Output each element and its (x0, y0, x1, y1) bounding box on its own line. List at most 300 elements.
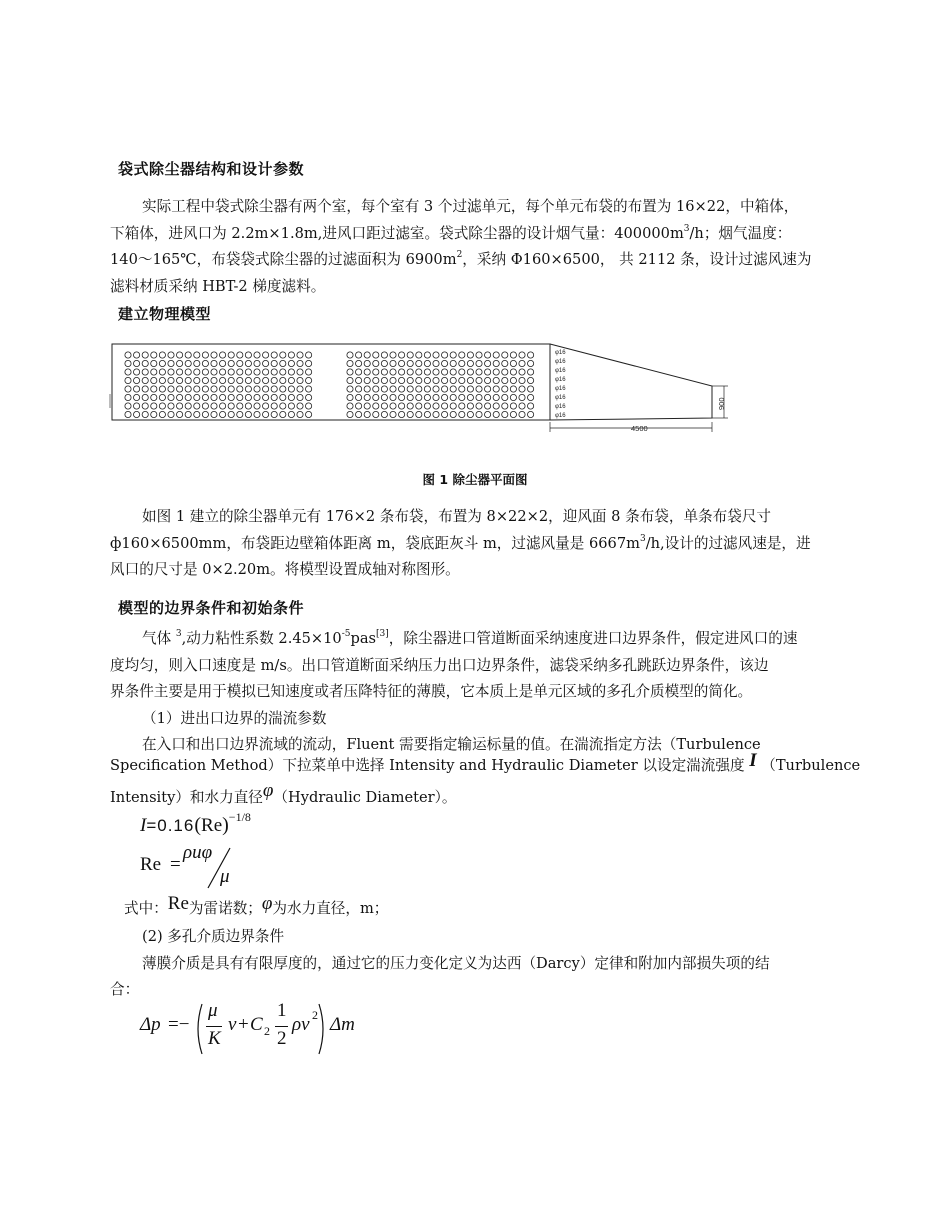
filter-bag (280, 394, 286, 400)
filter-bag (356, 386, 362, 392)
filter-bag (390, 369, 396, 375)
filter-bag (519, 369, 525, 375)
filter-bag (476, 377, 482, 383)
filter-bag (347, 403, 353, 409)
filter-bag (510, 377, 516, 383)
filter-bag (485, 411, 491, 417)
filter-bag (519, 360, 525, 366)
filter-bag (159, 360, 165, 366)
paragraph-model: 如图 1 建立的除尘器单元有 176×2 条布袋，布置为 8×22×2，迎风面 8 条布袋，单条布袋尺寸 ф160×6500mm，布袋距边壁箱体距离 m，袋底距灰斗 m，过滤风量是 $6667m^3/h$,设计的过滤风速是，进 风口的尺寸是 0×2.20m。将模型设置成轴对称图形。 (110, 508, 811, 578)
filter-bag (467, 403, 473, 409)
filter-bag (237, 411, 243, 417)
filter-bag (177, 352, 183, 358)
section-heading-model: 建立物理模型 (118, 305, 212, 323)
filter-bag (254, 394, 260, 400)
filter-bag (142, 360, 148, 366)
filter-bag (211, 369, 217, 375)
filter-bag (424, 369, 430, 375)
filter-bag (502, 352, 508, 358)
filter-bag (390, 360, 396, 366)
filter-bag (528, 360, 534, 366)
filter-bag (228, 360, 234, 366)
filter-bag (399, 394, 405, 400)
filter-bag (416, 386, 422, 392)
filter-bag (288, 377, 294, 383)
filter-bag (485, 403, 491, 409)
svg-text:φ16: φ16 (555, 359, 566, 365)
filter-bag (528, 386, 534, 392)
filter-bag (245, 352, 251, 358)
filter-bag (450, 352, 456, 358)
filter-bag (263, 411, 269, 417)
filter-bag (356, 403, 362, 409)
filter-bag (519, 377, 525, 383)
filter-bag (211, 394, 217, 400)
filter-bag (424, 377, 430, 383)
filter-bag (202, 386, 208, 392)
filter-bag (228, 403, 234, 409)
filter-bag (306, 403, 312, 409)
filter-bag (442, 377, 448, 383)
filter-bag (502, 403, 508, 409)
filter-bag (254, 411, 260, 417)
filter-bag (288, 411, 294, 417)
filter-bag (433, 411, 439, 417)
filter-bag (194, 403, 200, 409)
filter-bag (381, 352, 387, 358)
filter-bag (220, 377, 226, 383)
filter-bag (399, 411, 405, 417)
filter-bag (306, 352, 312, 358)
filter-bag (228, 352, 234, 358)
filter-bag (194, 411, 200, 417)
filter-bag (424, 360, 430, 366)
filter-bag (220, 411, 226, 417)
filter-bag (194, 394, 200, 400)
filter-bag (142, 377, 148, 383)
filter-bag (280, 369, 286, 375)
filter-bag (450, 360, 456, 366)
filter-bag (433, 394, 439, 400)
filter-bag (125, 411, 131, 417)
filter-bag (493, 352, 499, 358)
filter-bag (211, 403, 217, 409)
filter-bag (493, 369, 499, 375)
filter-bag (407, 360, 413, 366)
filter-bag (263, 352, 269, 358)
equation-reynolds: Re = ρuφ μ (140, 842, 230, 887)
filter-bag (493, 411, 499, 417)
filter-bag (151, 394, 157, 400)
filter-bag (476, 386, 482, 392)
width-dimension-label: 4500 (631, 424, 648, 433)
filter-bag (347, 386, 353, 392)
filter-bag (271, 386, 277, 392)
filter-bag (416, 411, 422, 417)
equation-turbulence-intensity: $I=0.16(Re)^{-1/8}$ (140, 810, 251, 836)
filter-bag (237, 360, 243, 366)
filter-bag (237, 377, 243, 383)
filter-bag (390, 403, 396, 409)
filter-bag (151, 352, 157, 358)
filter-bag (125, 352, 131, 358)
filter-bag (194, 352, 200, 358)
filter-bag (528, 411, 534, 417)
figure-caption: 图 1 除尘器平面图 (422, 472, 528, 487)
filter-bag (263, 377, 269, 383)
filter-bag (476, 352, 482, 358)
filter-bag (271, 360, 277, 366)
filter-bag (254, 386, 260, 392)
filter-bag (202, 352, 208, 358)
filter-bag (493, 377, 499, 383)
filter-bag (254, 377, 260, 383)
filter-bag (381, 394, 387, 400)
filter-bag (528, 352, 534, 358)
filter-bag (202, 411, 208, 417)
height-dimension-label: 900 (717, 397, 726, 410)
filter-bag (168, 411, 174, 417)
filter-bag (142, 369, 148, 375)
filter-bag (364, 360, 370, 366)
filter-bag (459, 352, 465, 358)
filter-bag (271, 394, 277, 400)
filter-bag (373, 386, 379, 392)
filter-bag (528, 377, 534, 383)
filter-bag (416, 360, 422, 366)
filter-bag (390, 352, 396, 358)
filter-bag (254, 352, 260, 358)
filter-bag (280, 352, 286, 358)
filter-bag (364, 377, 370, 383)
filter-bag (381, 386, 387, 392)
svg-text:φ16: φ16 (555, 350, 566, 356)
filter-bag (459, 386, 465, 392)
filter-bag (125, 369, 131, 375)
filter-bag (245, 403, 251, 409)
filter-bag (245, 360, 251, 366)
filter-bag (168, 352, 174, 358)
filter-bag (407, 352, 413, 358)
filter-bag (407, 369, 413, 375)
filter-bag (288, 403, 294, 409)
filter-bag (424, 394, 430, 400)
filter-bag (459, 360, 465, 366)
filter-bag (211, 360, 217, 366)
filter-bag (502, 377, 508, 383)
filter-bag (142, 411, 148, 417)
filter-bag (356, 352, 362, 358)
filter-bag (364, 352, 370, 358)
filter-bag (399, 369, 405, 375)
filter-bag (151, 369, 157, 375)
filter-bag (211, 411, 217, 417)
filter-bag (245, 386, 251, 392)
filter-bag (271, 369, 277, 375)
filter-bag (288, 352, 294, 358)
paragraph-structure: 实际工程中袋式除尘器有两个室，每个室有 3 个过滤单元，每个单元布袋的布置为 16×22，中箱体， 下箱体，进风口为 2.2m×1.8m,进风口距过滤室。袋式除尘器的设计烟气量：$400000m^3/h$；烟气温度： 140～165℃，布袋袋式除尘器的过滤面积为 $6900m^2$，采纳 Φ160×6500， 共 2112 条，设计过滤风速为 滤料材质采纳 HBT-2 梯度滤料。 (110, 198, 812, 295)
filter-bag (433, 386, 439, 392)
filter-bag (297, 411, 303, 417)
filter-bag (185, 352, 191, 358)
filter-bag (485, 352, 491, 358)
filter-bag (177, 411, 183, 417)
filter-bag (297, 386, 303, 392)
filter-bag (228, 394, 234, 400)
filter-bag (510, 369, 516, 375)
equation-explanation: 式中：Re为雷诺数；φ为水力直径，m； (124, 893, 389, 917)
filter-bag (134, 360, 140, 366)
filter-bag (502, 369, 508, 375)
filter-bag (459, 394, 465, 400)
filter-bag (502, 411, 508, 417)
filter-bag (416, 369, 422, 375)
filter-bag (390, 394, 396, 400)
filter-bag (280, 360, 286, 366)
filter-bag (280, 377, 286, 383)
filter-bag (502, 360, 508, 366)
filter-bag (151, 377, 157, 383)
filter-bag (237, 403, 243, 409)
filter-bag (159, 403, 165, 409)
filter-bag (476, 369, 482, 375)
filter-bag (263, 369, 269, 375)
filter-bag (510, 360, 516, 366)
filter-bag (433, 403, 439, 409)
filter-bag (159, 352, 165, 358)
filter-bag (202, 403, 208, 409)
filter-bag (228, 411, 234, 417)
paragraph-boundary: 气体 $^3$,动力粘性系数 $2.45\times 10^{-5}pas[3]$，除尘器进口管道断面采纳速度进口边界条件，假定进风口的速 度均匀，则入口速度是 m/s。出口管道断面采纳压力出口边界条件，滤袋采纳多孔跳跃边界条件，该边 界条件主要是用于模拟已知速度或者压降特征的薄膜，它本质上是单元区域的多孔介质模型的简化。 （1）进出口边界的湍流参数 在入口和出口边界流域的流动，Fluent 需要指定输运标量的值。在湍流指定方法（Turbulence (110, 629, 798, 753)
filter-bag (493, 386, 499, 392)
filter-bag (306, 386, 312, 392)
filter-bag (364, 369, 370, 375)
filter-bag (263, 386, 269, 392)
filter-bag (245, 411, 251, 417)
filter-bag (442, 403, 448, 409)
filter-bag (125, 377, 131, 383)
filter-bag (399, 386, 405, 392)
filter-bag (211, 377, 217, 383)
filter-bag (177, 369, 183, 375)
filter-bag (416, 352, 422, 358)
filter-bag (168, 360, 174, 366)
filter-bag (399, 377, 405, 383)
filter-bag (142, 352, 148, 358)
filter-bag (510, 386, 516, 392)
filter-bag (381, 369, 387, 375)
filter-bag (485, 377, 491, 383)
filter-bag (159, 369, 165, 375)
filter-bag (364, 411, 370, 417)
filter-bag (263, 403, 269, 409)
paragraph-turbulence-line2: Specification Method）下拉菜单中选择 Intensity and Hydraulic Diameter 以设定湍流强度 I （Turbulence (110, 750, 861, 774)
filter-bag (442, 411, 448, 417)
filter-bag (185, 394, 191, 400)
filter-bag (364, 394, 370, 400)
symbol-I: I (749, 750, 757, 771)
filter-bag (407, 377, 413, 383)
filter-bag (134, 394, 140, 400)
filter-bag (271, 352, 277, 358)
filter-bag (245, 394, 251, 400)
filter-bag (347, 352, 353, 358)
filter-bag (228, 386, 234, 392)
svg-text:φ16: φ16 (555, 386, 566, 392)
filter-bag (476, 403, 482, 409)
filter-bag (263, 394, 269, 400)
filter-bag (502, 386, 508, 392)
filter-bag (467, 369, 473, 375)
symbol-phi: φ (262, 780, 274, 801)
filter-bag (254, 403, 260, 409)
filter-bag (390, 411, 396, 417)
outlet-duct-outline (550, 344, 712, 420)
filter-bag (364, 386, 370, 392)
filter-bag (220, 369, 226, 375)
filter-bag (442, 360, 448, 366)
filter-bag (442, 394, 448, 400)
filter-bag (185, 377, 191, 383)
filter-bag (407, 394, 413, 400)
filter-bag (220, 386, 226, 392)
filter-bag (306, 394, 312, 400)
filter-bag (356, 369, 362, 375)
filter-bag (125, 403, 131, 409)
filter-bag (134, 377, 140, 383)
filter-bag (347, 377, 353, 383)
filter-bag (288, 360, 294, 366)
svg-text:φ16: φ16 (555, 404, 566, 410)
filter-bag (168, 369, 174, 375)
filter-bag (297, 394, 303, 400)
filter-bag (356, 377, 362, 383)
filter-bag (476, 360, 482, 366)
filter-bag (254, 360, 260, 366)
filter-bag-grid (125, 352, 534, 418)
filter-bag (159, 386, 165, 392)
filter-bag (381, 411, 387, 417)
filter-bag (450, 386, 456, 392)
filter-bag (407, 411, 413, 417)
filter-bag (297, 369, 303, 375)
filter-bag (211, 386, 217, 392)
filter-bag (347, 394, 353, 400)
filter-bag (185, 403, 191, 409)
row-labels (555, 350, 566, 419)
filter-bag (151, 403, 157, 409)
filter-bag (306, 411, 312, 417)
filter-bag (476, 411, 482, 417)
filter-bag (373, 403, 379, 409)
filter-bag (151, 360, 157, 366)
filter-bag (407, 403, 413, 409)
filter-bag (485, 394, 491, 400)
filter-bag (159, 411, 165, 417)
filter-bag (220, 394, 226, 400)
filter-bag (228, 377, 234, 383)
filter-bag (237, 394, 243, 400)
filter-bag (177, 403, 183, 409)
filter-bag (364, 403, 370, 409)
filter-bag (220, 403, 226, 409)
filter-bag (493, 403, 499, 409)
filter-bag (433, 377, 439, 383)
svg-text:φ16: φ16 (555, 413, 566, 419)
filter-bag (476, 394, 482, 400)
filter-bag (510, 403, 516, 409)
filter-bag (194, 377, 200, 383)
filter-bag (297, 360, 303, 366)
filter-bag (271, 377, 277, 383)
filter-bag (306, 377, 312, 383)
filter-bag (297, 377, 303, 383)
filter-bag (245, 369, 251, 375)
filter-bag (168, 403, 174, 409)
filter-bag (271, 403, 277, 409)
filter-bag (151, 386, 157, 392)
filter-bag (467, 360, 473, 366)
filter-bag (399, 360, 405, 366)
filter-bag (237, 369, 243, 375)
filter-bag (185, 411, 191, 417)
filter-bag (424, 386, 430, 392)
filter-bag (450, 377, 456, 383)
filter-bag (356, 360, 362, 366)
filter-bag (373, 352, 379, 358)
filter-bag (467, 386, 473, 392)
filter-bag (151, 411, 157, 417)
filter-bag (134, 411, 140, 417)
filter-bag (168, 377, 174, 383)
filter-bag (381, 360, 387, 366)
filter-bag (407, 386, 413, 392)
filter-bag (202, 369, 208, 375)
filter-bag (185, 360, 191, 366)
filter-bag (493, 360, 499, 366)
dust-collector-plan-figure (108, 338, 733, 434)
filter-bag (467, 352, 473, 358)
filter-bag (159, 377, 165, 383)
filter-bag (433, 352, 439, 358)
filter-bag (467, 411, 473, 417)
filter-bag (177, 394, 183, 400)
filter-bag (528, 394, 534, 400)
filter-bag (125, 360, 131, 366)
filter-bag (297, 352, 303, 358)
filter-bag (202, 360, 208, 366)
filter-bag (416, 403, 422, 409)
filter-bag (245, 377, 251, 383)
filter-bag (459, 377, 465, 383)
filter-bag (142, 394, 148, 400)
filter-bag (159, 394, 165, 400)
section-heading-boundary: 模型的边界条件和初始条件 (118, 599, 305, 617)
filter-bag (185, 369, 191, 375)
filter-bag (237, 386, 243, 392)
filter-bag (510, 394, 516, 400)
filter-bag (194, 386, 200, 392)
filter-bag (450, 411, 456, 417)
filter-bag (220, 352, 226, 358)
filter-bag (442, 352, 448, 358)
filter-bag (381, 377, 387, 383)
filter-bag (271, 411, 277, 417)
filter-bag (519, 403, 525, 409)
filter-bag (288, 386, 294, 392)
equation-darcy: Δp =− μ K v + C 2 1 2 ρv 2 Δm (140, 1000, 380, 1058)
filter-bag (433, 369, 439, 375)
